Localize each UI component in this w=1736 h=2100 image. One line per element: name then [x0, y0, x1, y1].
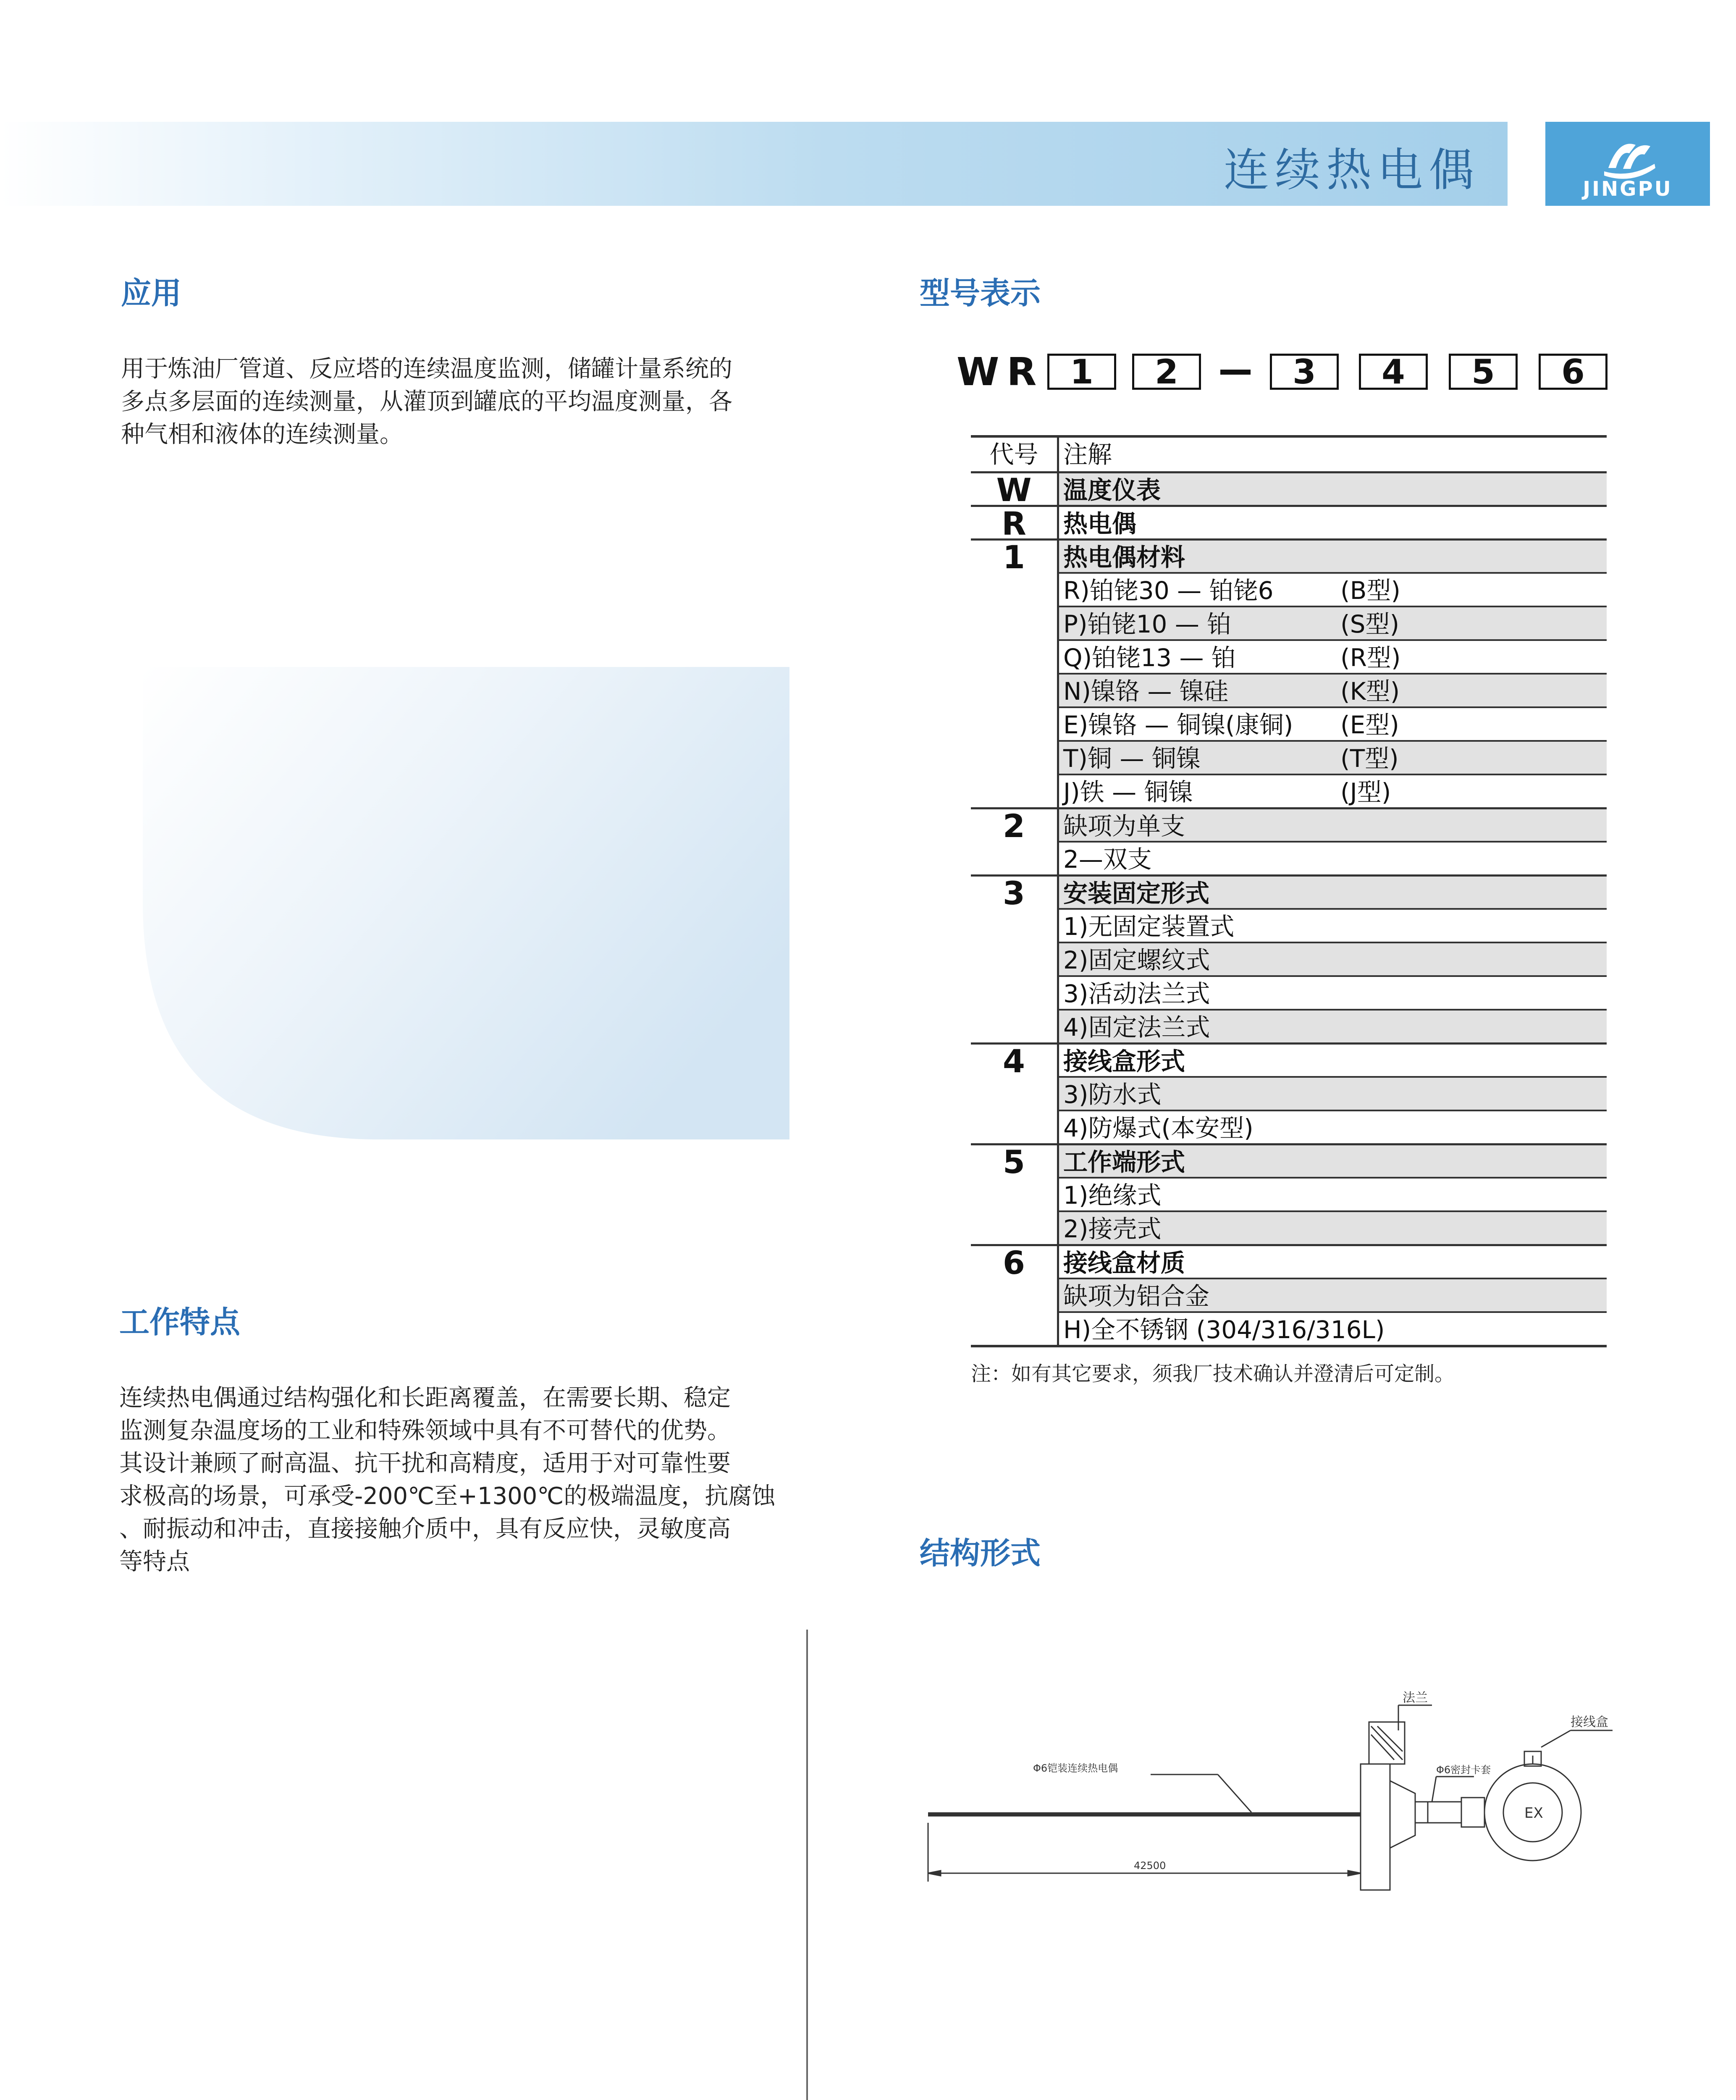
- code-box-4: 4: [1359, 354, 1428, 390]
- table-row: [971, 673, 1607, 706]
- decorative-panel: [143, 667, 792, 1142]
- row-text: [1059, 1042, 1607, 1076]
- row-text: [1059, 673, 1607, 706]
- row-text: [1059, 1009, 1607, 1042]
- cable-label: Φ6铠装连续热电偶: [1033, 1762, 1118, 1774]
- code-box-6: 6: [1539, 354, 1608, 390]
- row-text: [1059, 1110, 1607, 1143]
- table-row: [971, 874, 1607, 912]
- table-row: [971, 740, 1607, 774]
- row-code: 4: [971, 1042, 1059, 1076]
- application-line: 用于炼油厂管道、反应塔的连续温度监测，储罐计量系统的: [121, 355, 732, 383]
- row-code: [971, 975, 1059, 1009]
- table-row: [971, 975, 1607, 1009]
- ex-label: EX: [1524, 1805, 1543, 1822]
- col-note-header: 注解: [1063, 440, 1112, 469]
- row-code: [971, 908, 1059, 942]
- flange-label: 法兰: [1403, 1690, 1428, 1705]
- table-row: [971, 538, 1607, 576]
- row-text: [1059, 774, 1607, 807]
- table-row: [971, 1076, 1607, 1110]
- table-row: [971, 908, 1607, 942]
- row-text: [1059, 1076, 1607, 1110]
- row-text: [1059, 908, 1607, 942]
- row-code: [971, 1076, 1059, 1110]
- row-label: T)铜 — 铜镍: [1063, 744, 1201, 773]
- row-label: 温度仪表: [1063, 476, 1161, 504]
- table-row: [971, 1311, 1607, 1345]
- row-type: (B型): [1340, 576, 1401, 605]
- column-divider: [806, 1630, 808, 2100]
- col-code-header: 代号: [971, 438, 1059, 471]
- model-code-table: [971, 435, 1607, 1347]
- row-text: [1059, 505, 1607, 538]
- row-label: 热电偶: [1063, 509, 1137, 538]
- row-text: [1059, 1143, 1607, 1177]
- table-header: [971, 438, 1607, 471]
- model-note: 注：如有其它要求，须我厂技术确认并澄清后可定制。: [971, 1362, 1455, 1386]
- row-text: [1059, 639, 1607, 673]
- sleeve-label: Φ6密封卡套: [1436, 1764, 1491, 1776]
- table-row: [971, 1042, 1607, 1080]
- row-label: P)铂铑10 — 铂: [1063, 610, 1232, 638]
- structure-heading: 结构形式: [920, 1536, 1041, 1571]
- table-row: [971, 1110, 1607, 1143]
- row-label: 1)无固定装置式: [1063, 912, 1235, 941]
- row-code: 6: [971, 1244, 1059, 1278]
- table-row: [971, 606, 1607, 639]
- row-code: [971, 572, 1059, 606]
- row-label: 接线盒形式: [1063, 1047, 1185, 1076]
- code-dash: [1220, 370, 1251, 375]
- row-type: (S型): [1340, 610, 1400, 638]
- table-row: [971, 942, 1607, 975]
- application-line: 种气相和液体的连续测量。: [121, 421, 403, 448]
- row-label: 热电偶材料: [1063, 543, 1185, 572]
- features-line: 等特点: [119, 1548, 190, 1575]
- row-label: 安装固定形式: [1063, 879, 1210, 908]
- row-label: 1)绝缘式: [1063, 1181, 1162, 1210]
- table-row: [971, 505, 1607, 542]
- table-row: [971, 841, 1607, 874]
- row-label: 4)固定法兰式: [1063, 1013, 1210, 1042]
- row-code: [971, 1278, 1059, 1311]
- row-text: [1059, 706, 1607, 740]
- row-type: (E型): [1340, 711, 1399, 739]
- table-row: [971, 639, 1607, 673]
- row-text: [1059, 740, 1607, 774]
- features-line: 求极高的场景，可承受-200℃至+1300℃的极端温度，抗腐蚀: [119, 1483, 776, 1510]
- row-text: [1059, 874, 1607, 908]
- application-line: 多点多层面的连续测量，从灌顶到罐底的平均温度测量，各: [121, 388, 732, 415]
- features-heading: 工作特点: [119, 1305, 241, 1340]
- row-label: Q)铂铑13 — 铂: [1063, 643, 1236, 672]
- row-label: 3)活动法兰式: [1063, 979, 1210, 1008]
- row-text: [1059, 538, 1607, 572]
- length-label: 42500: [1134, 1860, 1166, 1872]
- table-row: [971, 706, 1607, 740]
- row-code: R: [971, 505, 1059, 538]
- row-code: [971, 942, 1059, 975]
- table-row: [971, 774, 1607, 807]
- row-code: 5: [971, 1143, 1059, 1177]
- row-label: 3)防水式: [1063, 1080, 1162, 1109]
- brand-logo: [1545, 122, 1710, 206]
- model-heading: 型号表示: [920, 276, 1041, 311]
- row-code: [971, 740, 1059, 774]
- code-box-5: 5: [1449, 354, 1518, 390]
- features-text: [119, 1382, 833, 1578]
- table-row: [971, 572, 1607, 606]
- row-code: 1: [971, 538, 1059, 572]
- table-row: [971, 1210, 1607, 1244]
- row-code: W: [971, 471, 1059, 505]
- code-box-1: 1: [1047, 354, 1116, 390]
- row-text: [1059, 1311, 1607, 1345]
- row-code: [971, 841, 1059, 874]
- application-text: [121, 353, 826, 451]
- logo-text: JINGPU: [1583, 177, 1673, 201]
- row-text: [1059, 841, 1607, 874]
- code-box-3: 3: [1270, 354, 1339, 390]
- row-text: [1059, 1177, 1607, 1210]
- features-line: 、耐振动和冲击，直接接触介质中，具有反应快，灵敏度高: [119, 1515, 731, 1543]
- table-row: [971, 807, 1607, 845]
- row-code: [971, 1110, 1059, 1143]
- row-text: [1059, 975, 1607, 1009]
- row-text: [1059, 1244, 1607, 1278]
- row-label: 2)接壳式: [1063, 1215, 1162, 1243]
- row-text: [1059, 1278, 1607, 1311]
- row-type: (J型): [1340, 778, 1391, 806]
- row-type: (K型): [1340, 677, 1400, 706]
- page-title: 连续热电偶: [1223, 144, 1480, 197]
- features-line: 其设计兼顾了耐高温、抗干扰和高精度，适用于对可靠性要: [119, 1450, 731, 1477]
- row-code: [971, 706, 1059, 740]
- row-code: [971, 1210, 1059, 1244]
- row-code: 3: [971, 874, 1059, 908]
- table-row: [971, 1278, 1607, 1311]
- row-code: 2: [971, 807, 1059, 841]
- row-label: 2)固定螺纹式: [1063, 946, 1210, 974]
- model-prefix: WR: [957, 349, 1044, 394]
- features-line: 连续热电偶通过结构强化和长距离覆盖，在需要长期、稳定: [119, 1384, 731, 1412]
- row-text: [1059, 1210, 1607, 1244]
- row-code: [971, 1311, 1059, 1345]
- table-row: [971, 1143, 1607, 1181]
- row-label: N)镍铬 — 镍硅: [1063, 677, 1228, 706]
- row-label: 缺项为铝合金: [1063, 1282, 1210, 1310]
- row-text: [1059, 807, 1607, 841]
- code-box-2: 2: [1132, 354, 1201, 390]
- row-type: (T型): [1340, 744, 1399, 773]
- row-code: [971, 1009, 1059, 1042]
- row-label: H)全不锈钢 (304/316/316L): [1063, 1315, 1385, 1344]
- table-row: [971, 1177, 1607, 1210]
- row-code: [971, 639, 1059, 673]
- table-row: [971, 1009, 1607, 1042]
- application-heading: 应用: [121, 276, 182, 311]
- row-type: (R型): [1340, 643, 1401, 672]
- row-code: [971, 774, 1059, 807]
- row-label: R)铂铑30 — 铂铑6: [1063, 576, 1274, 605]
- row-label: E)镍铬 — 铜镍(康铜): [1063, 711, 1293, 739]
- row-label: 缺项为单支: [1063, 812, 1185, 840]
- row-code: [971, 606, 1059, 639]
- row-code: [971, 673, 1059, 706]
- structure-drawing: [915, 1663, 1629, 1924]
- row-label: 2—双支: [1063, 845, 1152, 874]
- row-text: [1059, 606, 1607, 639]
- features-line: 监测复杂温度场的工业和特殊领域中具有不可替代的优势。: [119, 1417, 731, 1444]
- row-text: [1059, 471, 1607, 505]
- table-row: [971, 1244, 1607, 1281]
- row-code: [971, 1177, 1059, 1210]
- row-label: 4)防爆式(本安型): [1063, 1114, 1253, 1142]
- row-text: [1059, 572, 1607, 606]
- row-label: J)铁 — 铜镍: [1063, 778, 1193, 806]
- row-label: 接线盒材质: [1063, 1249, 1185, 1277]
- box-label: 接线盒: [1571, 1715, 1608, 1730]
- row-text: [1059, 942, 1607, 975]
- row-label: 工作端形式: [1063, 1148, 1185, 1176]
- table-row: [971, 471, 1607, 509]
